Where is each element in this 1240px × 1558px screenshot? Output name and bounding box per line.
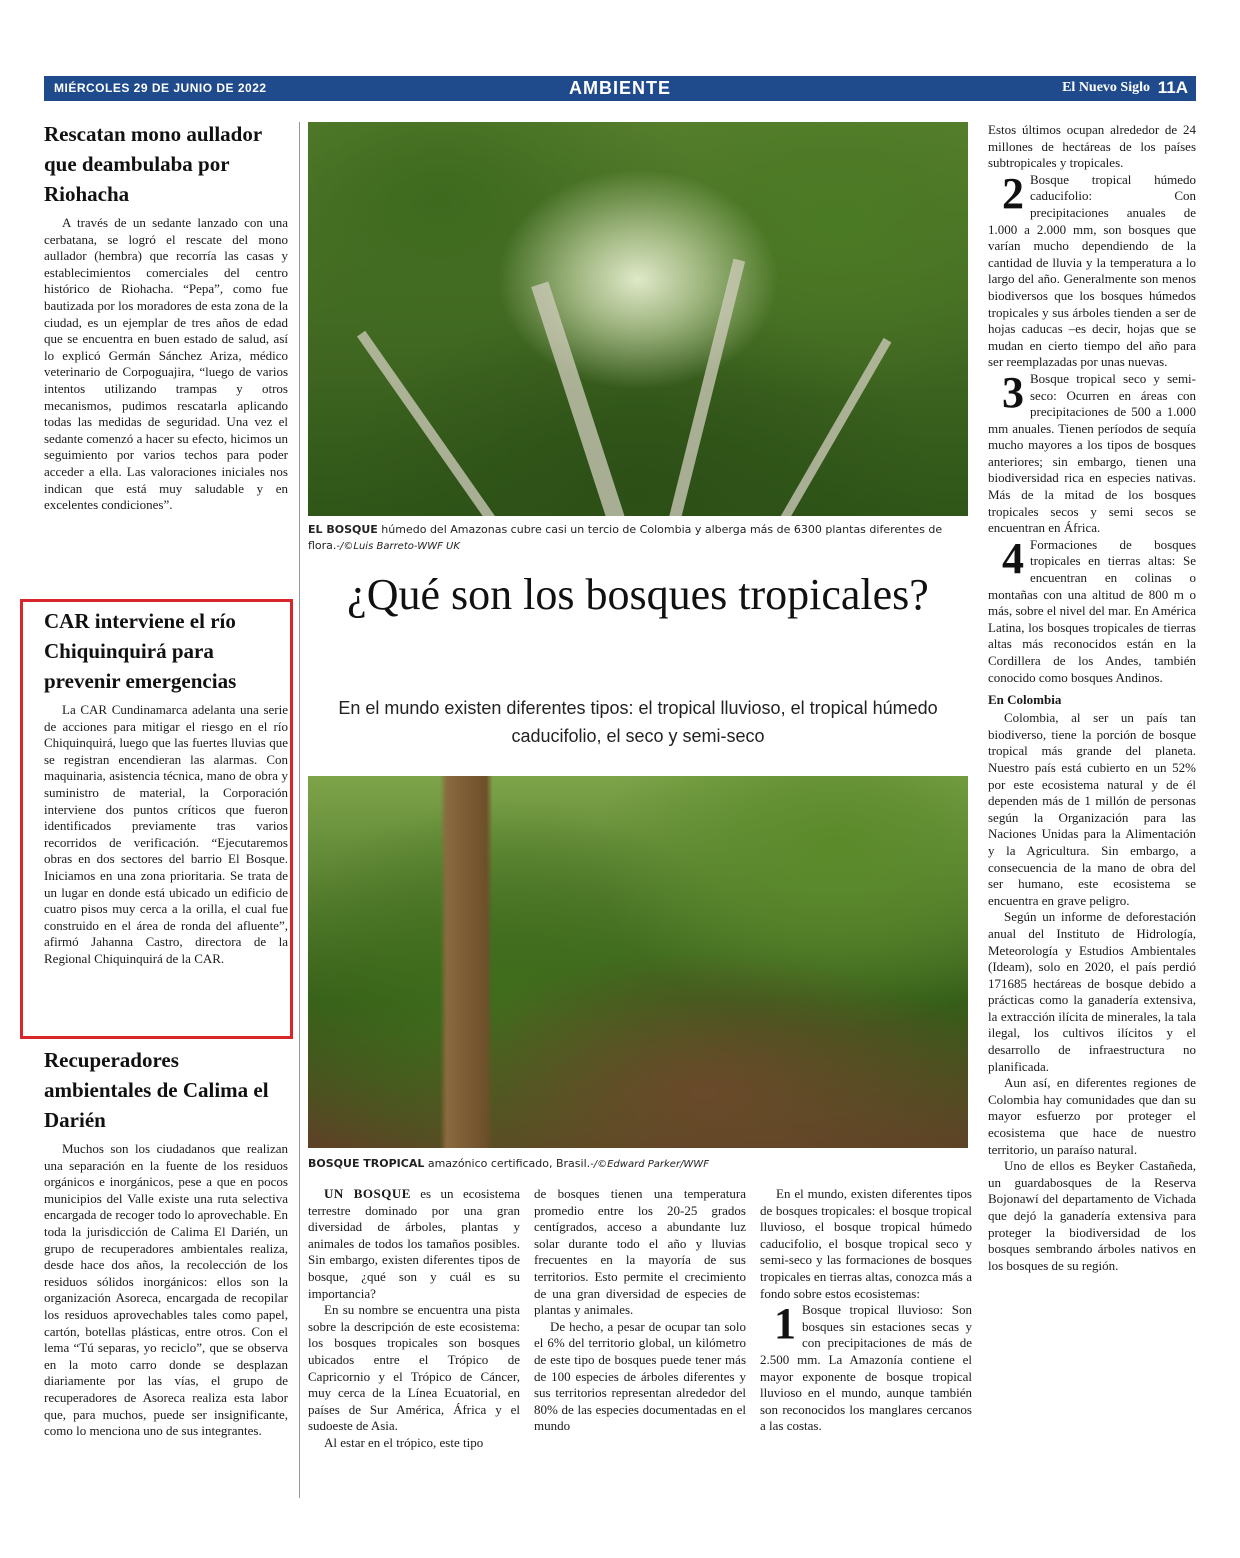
right-column bbox=[988, 122, 1196, 1274]
page-number: 11A bbox=[1157, 78, 1188, 97]
item-number: 2 bbox=[1002, 171, 1024, 218]
paragraph: En el mundo, existen diferentes tipos de bosques tropicales: el bosque tropical lluvioso, el bosque tropical húmedo caducifolio, el bosque tropical seco y semi-seco y las formaciones de bosques tropicales en tierras altas, conozca más a fondo sobre estos ecosistemas: bbox=[760, 1186, 972, 1301]
subheadline: En el mundo existen diferentes tipos: el tropical lluvioso, el tropical húmedo caducifolio, el seco y semi-seco bbox=[338, 698, 938, 746]
paragraph: Según un informe de deforestación anual del Instituto de Hidrología, Meteorología y Estudios Ambientales (Ideam), solo en 2020, el país perdió 171685 hectáreas de bosque debido a prácticas como la ganadería extensiva, la extracción ilícita de minerales, la tala ilegal, los cultivos ilícitos y el desarrollo de infraestructura no planificada. bbox=[988, 909, 1196, 1074]
article-mono-aullador bbox=[44, 119, 288, 514]
body-column-2 bbox=[534, 1186, 746, 1435]
item-text: Bosque tropical lluvioso: Son bosques sin estaciones secas y con precipitaciones de más de 2.500 mm. La Amazonía contiene el mayor exponente de bosque tropical lluvioso en el mundo, aunque también son reconocidos los manglares cercanos a las costas. bbox=[760, 1302, 972, 1434]
item-number: 3 bbox=[1002, 370, 1024, 417]
item-number: 4 bbox=[1002, 536, 1024, 583]
article-body: Muchos son los ciudadanos que realizan una separación en la fuente de los residuos orgánicos e inorgánicos, pese a que en pocos municipios del Valle existe una ruta selectiva encargada de recoger todo lo aprovechable. En toda la jurisdicción de Calima El Darién, un grupo de recuperadores ambientales realiza, desde hace dos años, la recolección de los residuos sólidos inorgánicos: ellos son la organización Asoreca, encargada de recopilar los residuos aprovechables tales como papel, cartón, botellas plásticas, entre otros. Con el lema “Tú separas, yo reciclo”, que se observa en la moto carro donde se desplazan diariamente por las vías, el grupo de recuperadores de Asoreca realiza esta labor que, para muchos, puede ser insignificante, como lo menciona uno de sus integrantes. bbox=[44, 1141, 288, 1439]
article-recuperadores bbox=[44, 1045, 288, 1440]
paragraph: Uno de ellos es Beyker Castañeda, un guardabosques de la Reserva Bojonawí del departamento de Vichada que dejó la ganadería extensiva para proteger la biodiversidad de los bosques sembrando árboles nativos en los bosques de su región. bbox=[988, 1158, 1196, 1273]
section-header-bar bbox=[44, 76, 1196, 101]
paragraph: Al estar en el trópico, este tipo bbox=[324, 1434, 484, 1450]
list-item bbox=[988, 371, 1196, 537]
newspaper-brand: El Nuevo Siglo bbox=[1062, 80, 1150, 95]
article-body: La CAR Cundinamarca adelanta una serie de acciones para mitigar el riesgo en el río Chiquinquirá, luego que las fuertes lluvias que se registran encendieran las alarmas. Con maquinaria, asistencia técnica, mano de obra y suministro de material, la Corporación interviene dos puntos críticos que fueron identificados previamente tras varios recorridos de verificación. “Ejecutaremos obras en dos sectores del barrio El Bosque. Iniciamos en una zona prioritaria. Se trata de un lugar en donde está ubicado un edificio de cuatro pisos muy cerca a la orilla, el cual fue construido en el área de ronda del afluente”, afirmó Jahanna Castro, directora de la Regional Chiquinquirá de la CAR. bbox=[44, 702, 288, 966]
item-text: Bosque tropical seco y semi-seco: Ocurren en áreas con precipitaciones de 500 a 1.000 mm anuales. Tienen períodos de sequía mucho mayores a los tipos de bosques anteriores; sin embargo, tienen una biodiversidad rica en especies nativas. Más de la mitad de los bosques tropicales secos y semi secos se encuentran en África. bbox=[988, 370, 1196, 536]
photo-caption-1: EL BOSQUE húmedo del Amazonas cubre casi un tercio de Colombia y alberga más de 6300 plantas diferentes de flora.-/©Luis Barreto-WWF UK bbox=[308, 523, 943, 552]
list-item bbox=[760, 1302, 972, 1435]
paragraph: Aun así, en diferentes regiones de Colombia hay comunidades que dan su mayor esfuerzo por proteger el ecosistema que hace de nuestro territorio, un paraíso natural. bbox=[988, 1075, 1196, 1157]
photo-caption-2: BOSQUE TROPICAL amazónico certificado, Brasil.-/©Edward Parker/WWF bbox=[308, 1157, 709, 1170]
article-car-chiquinquira bbox=[44, 606, 288, 968]
article-body: A través de un sedante lanzado con una cerbatana, se logró el rescate del mono aullador (hembra) que recorría las casas y establecimientos comerciales del centro histórico de Riohacha. “Pepa”, como fue bautizada por los moradores de esta zona de la ciudad, es un ejemplar de tres años de edad que se encuentra en buen estado de salud, así lo explicó Germán Sánchez Ariza, médico veterinario de Corpoguajira, “luego de varios intentos utilizando trampas y otros mecanismos, pudimos rescatarla aplicando todas las medidas de seguridad. Una vez el sedante comenzó a hacer su efecto, hicimos un seguimiento por varios techos para poder acceder a ella. Las valoraciones iniciales nos indican que está muy saludable y en excelentes condiciones”. bbox=[44, 215, 288, 513]
article-title: Recuperadores ambientales de Calima el Darién bbox=[44, 1048, 269, 1132]
item-text: Bosque tropical húmedo caducifolio: Con precipitaciones anuales de 1.000 a 2.000 mm, son bosques que varían mucho dependiendo de la cantidad de lluvia y la temperatura a lo largo del año. Generalmente son menos biodiversos que los bosques húmedos tropicales y sus árboles tienden a ser de hojas caducas –es decir, hojas que se mudan en cierto tiempo del año para ser reemplazadas por unas nuevas. bbox=[988, 171, 1196, 370]
column-divider bbox=[299, 122, 300, 1498]
list-item bbox=[988, 172, 1196, 371]
article-title: Rescatan mono aullador que deambulaba por Riohacha bbox=[44, 122, 262, 206]
headline: ¿Qué son los bosques tropicales? bbox=[347, 570, 929, 619]
paragraph: Colombia, al ser un país tan biodiverso, tiene la porción de bosque tropical más grande del planeta. Nuestro país está cubierto en un 52% por este ecosistema natural y de él dependen más de 1 millón de personas según la Organización para las Naciones Unidas para la Alimentación y la Agricultura. Sin embargo, a consecuencia de la mano de obra del ser humano, este ecosistema se encuentra en grave peligro. bbox=[988, 710, 1196, 908]
subheading: En Colombia bbox=[988, 692, 1062, 708]
body-column-3 bbox=[760, 1186, 972, 1435]
forest-floor-photo bbox=[308, 776, 968, 1148]
section-name: AMBIENTE bbox=[569, 78, 671, 98]
paragraph: Estos últimos ocupan alrededor de 24 millones de hectáreas de los países subtropicales y tropicales. bbox=[988, 122, 1196, 171]
paragraph: De hecho, a pesar de ocupar tan solo el 6% del territorio global, un kilómetro de este tipo de bosques puede tener más de 100 especies de árboles diferentes y sus territorios representan alrededor del 80% de las especies documentadas en el mundo bbox=[534, 1318, 746, 1434]
paragraph: En su nombre se encuentra una pista sobre la descripción de este ecosistema: los bosques tropicales son bosques ubicados entre el Trópico de Capricornio y el Trópico de Cáncer, muy cerca de la Línea Ecuatorial, en países de Sur América, África y el sudoeste de Asia. bbox=[308, 1302, 520, 1434]
canopy-photo bbox=[308, 122, 968, 516]
list-item bbox=[988, 537, 1196, 686]
item-number: 1 bbox=[774, 1302, 796, 1349]
issue-date: MIÉRCOLES 29 DE JUNIO DE 2022 bbox=[54, 81, 267, 95]
paragraph: de bosques tienen una temperatura promedio entre los 20-25 grados centígrados, acceso a abundante luz solar durante todo el año y lluvias frecuentes en la mayoría de sus territorios. Esto permite el crecimiento de una gran diversidad de especies de plantas y animales. bbox=[534, 1186, 746, 1318]
article-title: CAR interviene el río Chiquinquirá para prevenir emergencias bbox=[44, 609, 237, 693]
lead-in: UN BOSQUE bbox=[324, 1186, 411, 1201]
body-column-1: UN BOSQUE es un ecosistema terrestre dominado por una gran diversidad de árboles, plantas y animales de todos los tamaños posibles. Sin embargo, existen diferentes tipos de bosque, ¿qué son y cuál es su importancia? En su nombre se encuentra una pista sobre la descripción de este ecosistema: los bosques tropicales son bosques ubicados entre el Trópico de Capricornio y el Trópico de Cáncer, muy cerca de la Línea Ecuatorial, en países de Sur América, África y el sudoeste de Asia. Al estar en el trópico, este tipo bbox=[308, 1186, 520, 1450]
item-text: Formaciones de bosques tropicales en tierras altas: Se encuentran en colinas o montañas con una altitud de 800 m o más, sobre el nivel del mar. En América Latina, los bosques tropicales de tierras altas más reconocidos están en la Cordillera de los Andes, también conocido como bosques Andinos. bbox=[988, 536, 1196, 685]
